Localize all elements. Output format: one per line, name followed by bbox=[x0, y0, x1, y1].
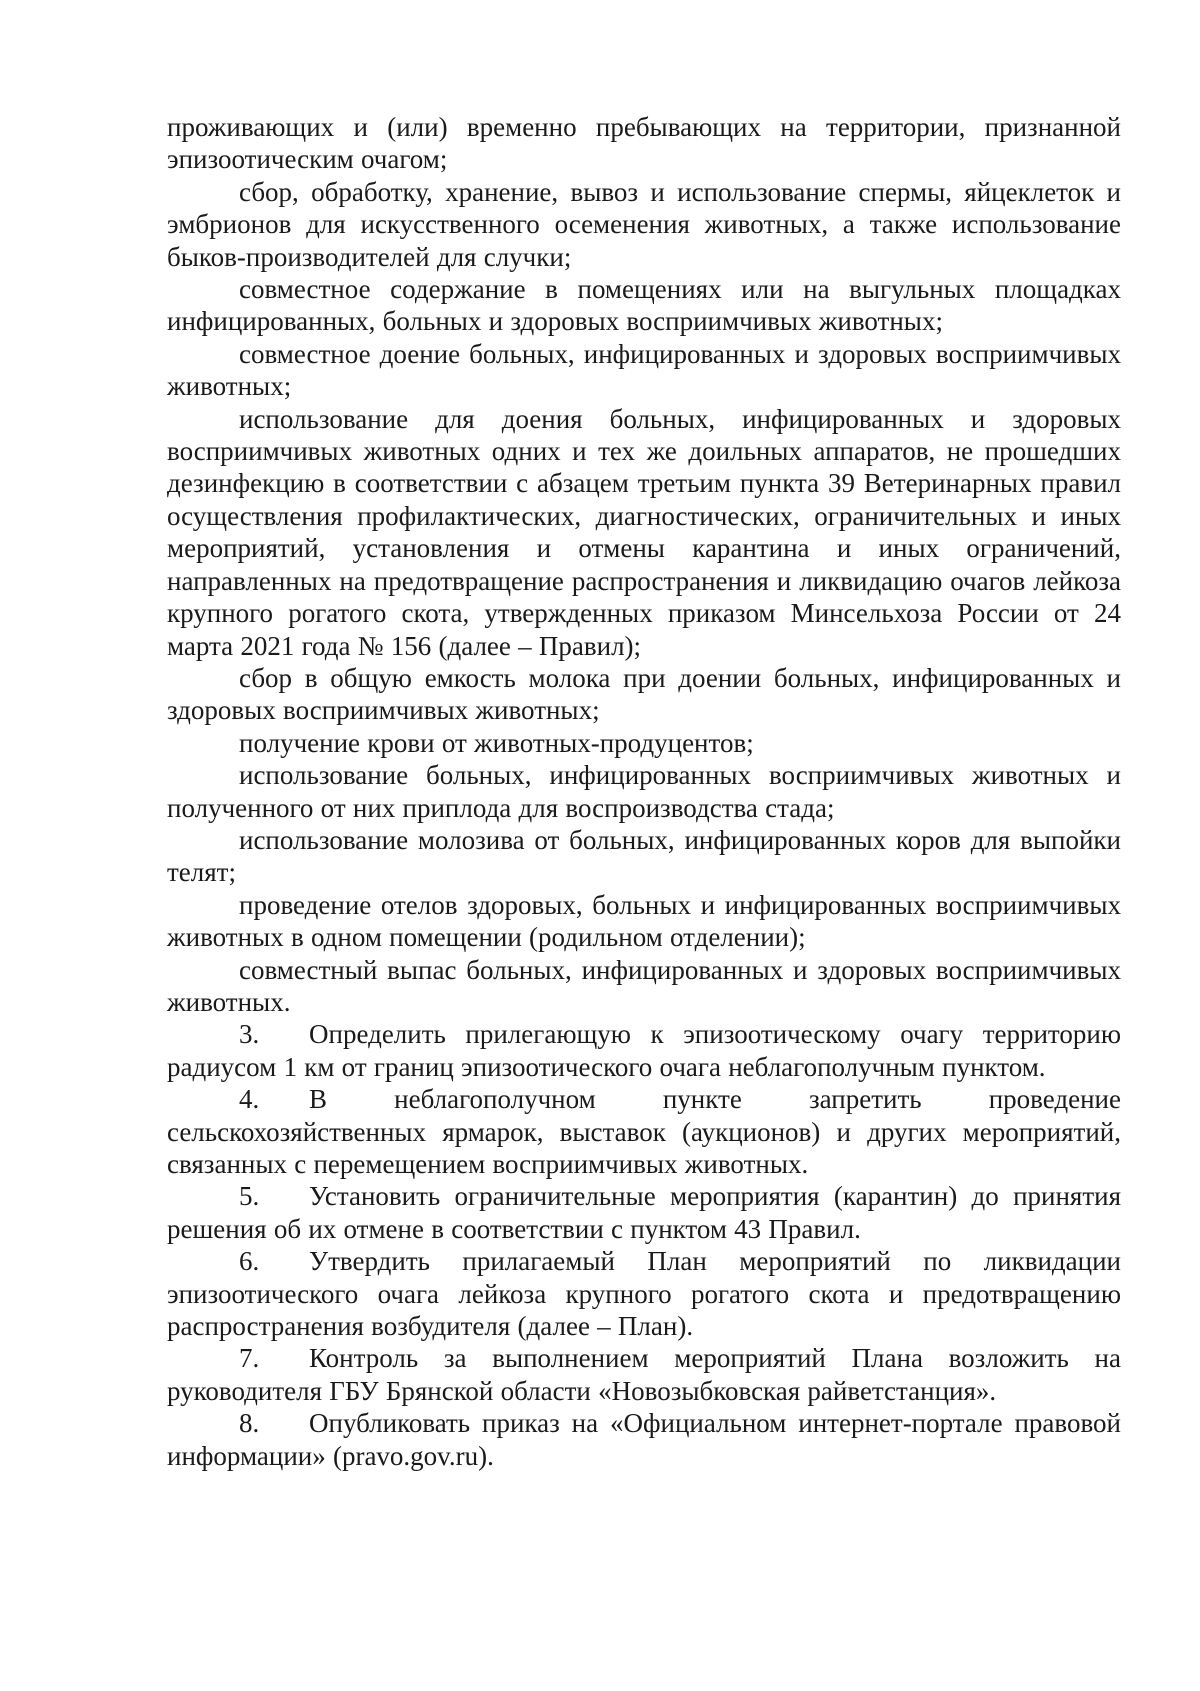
paragraph-number: 6. bbox=[239, 1246, 260, 1277]
paragraph: совместное содержание в помещениях или на выгульных площадках инфицированных, больных и здоровых восприимчивых животных; bbox=[167, 274, 1121, 337]
paragraph-text: Опубликовать приказ на «Официальном интернет-портале правовой информации» (pravo.gov.ru). bbox=[167, 1408, 1121, 1471]
numbered-paragraph bbox=[167, 1083, 1121, 1180]
paragraph-text: Контроль за выполнением мероприятий Плана возложить на руководителя ГБУ Брянской области «Новозыбковская райветстанция». bbox=[167, 1343, 1121, 1406]
paragraph: получение крови от животных-продуцентов; bbox=[239, 727, 754, 758]
numbered-paragraph bbox=[167, 1180, 1121, 1245]
paragraph: совместное доение больных, инфицированных и здоровых восприимчивых животных; bbox=[167, 338, 1121, 402]
paragraph: использование молозива от больных, инфицированных коров для выпойки телят; bbox=[167, 824, 1121, 888]
numbered-paragraph bbox=[167, 1342, 1121, 1407]
paragraph-text: Установить ограничительные мероприятия (карантин) до принятия решения об их отмене в соответствии с пунктом 43 Правил. bbox=[167, 1181, 1121, 1244]
paragraph: использование больных, инфицированных восприимчивых животных и полученного от них приплода для воспроизводства стада; bbox=[167, 760, 1121, 823]
paragraph: использование для доения больных, инфицированных и здоровых восприимчивых животных одних и тех же доильных аппаратов, не прошедших дезинфекцию в соответствии с абзацем третьим пункта 39 Ветеринарных правил осуществления профилактических, диагностических, ограничительных и иных мероприятий, установления и отмены карантина и иных ограничений, направленных на предотвращение распространения и ликвидацию очагов лейкоза крупного рогатого скота, утвержденных приказом Минсельхоза России от 24 марта 2021 года № 156 (далее – Правил); bbox=[167, 403, 1121, 661]
paragraph: сбор, обработку, хранение, вывоз и использование спермы, яйцеклеток и эмбрионов для искусственного осеменения животных, а также использование быков-производителей для случки; bbox=[167, 176, 1121, 272]
paragraph: проведение отелов здоровых, больных и инфицированных восприимчивых животных в одном помещении (родильном отделении); bbox=[167, 889, 1121, 953]
document-body bbox=[167, 111, 1121, 1472]
numbered-paragraph bbox=[167, 1245, 1121, 1342]
paragraph-text: Определить прилегающую к эпизоотическому очагу территорию радиусом 1 км от границ эпизоотического очага неблагополучным пунктом. bbox=[167, 1019, 1121, 1082]
numbered-paragraph bbox=[167, 1407, 1121, 1472]
paragraph: сбор в общую емкость молока при доении больных, инфицированных и здоровых восприимчивых животных; bbox=[167, 662, 1121, 726]
paragraph-number: 4. bbox=[239, 1084, 260, 1115]
paragraph-number: 5. bbox=[239, 1181, 260, 1212]
paragraph: совместный выпас больных, инфицированных и здоровых восприимчивых животных. bbox=[167, 954, 1121, 1017]
paragraph-text: Утвердить прилагаемый План мероприятий по ликвидации эпизоотического очага лейкоза крупного рогатого скота и предотвращению распространения возбудителя (далее – План). bbox=[167, 1246, 1121, 1342]
paragraph-text: В неблагополучном пункте запретить проведение сельскохозяйственных ярмарок, выставок (аукционов) и других мероприятий, связанных с перемещением восприимчивых животных. bbox=[167, 1084, 1121, 1179]
paragraph-number: 3. bbox=[239, 1019, 260, 1050]
paragraph-number: 8. bbox=[239, 1408, 260, 1439]
paragraph-number: 7. bbox=[239, 1343, 260, 1374]
numbered-paragraph bbox=[167, 1018, 1121, 1083]
paragraph: проживающих и (или) временно пребывающих на территории, признанной эпизоотическим очагом; bbox=[167, 112, 1121, 175]
